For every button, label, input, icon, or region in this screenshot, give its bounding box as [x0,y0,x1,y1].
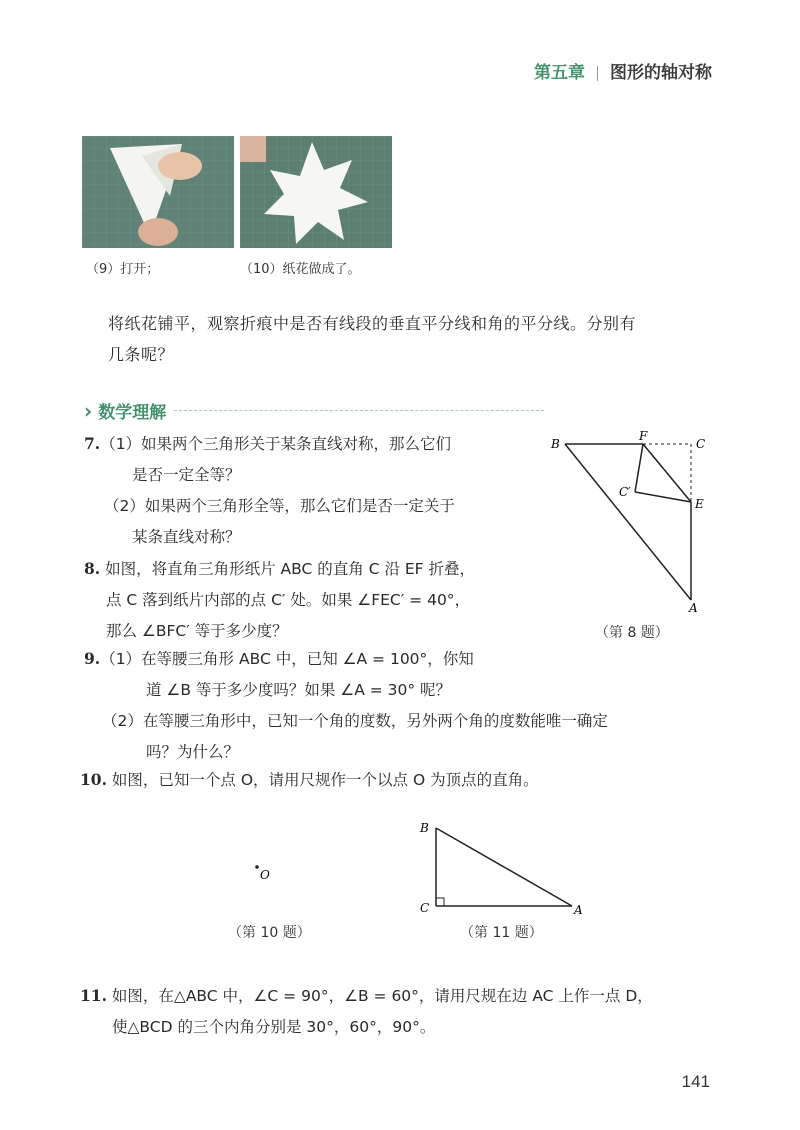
photo-caption-10: （10）纸花做成了。 [240,262,361,277]
photo-step-9 [82,136,234,248]
label-C: C [420,901,430,915]
q7-part1-line2: 是否一定全等？ [132,466,241,484]
question-number: 7. [84,434,101,453]
question-number: 10. [80,770,107,789]
intro-paragraph [108,308,728,370]
question-10 [80,764,539,796]
q11-line-2: 使△BCD 的三个内角分别是 30°，60°，90°。 [112,1018,436,1036]
photo-caption-9: （9）打开； [86,262,160,277]
label-Cp: C′ [619,485,631,499]
photo-step-10 [240,136,392,248]
q9-part1-line1: （1）在等腰三角形 ABC 中，已知 ∠A = 100°，你知 [100,650,474,668]
label-A: A [574,903,583,917]
edge-FE [643,444,691,502]
label-B: B [551,437,560,451]
figure-8-diagram [545,428,725,618]
q7-part1-line1: （1）如果两个三角形关于某条直线对称，那么它们 [100,435,452,453]
q7-part2-line1: （2）如果两个三角形全等，那么它们是否一定关于 [104,497,455,515]
question-number: 11. [80,986,107,1005]
intro-line-1: 将纸花铺平，观察折痕中是否有线段的垂直平分线和角的平分线。分别有 [108,314,637,333]
point-O-dot [255,865,259,869]
question-8 [84,553,475,647]
section-title: 数学理解 [98,403,167,423]
chapter-number: 第五章 [534,63,585,83]
question-9 [84,643,608,768]
right-angle-mark [436,898,444,906]
chevron-right-icon: › [84,398,93,423]
figure-11-diagram [412,818,592,918]
figure-8-caption: （第 8 题） [595,625,669,641]
question-number: 8. [84,559,101,578]
figure-11-caption: （第 11 题） [460,925,543,941]
q11-line-1: 如图，在△ABC 中，∠C = 90°，∠B = 60°，请用尺规在边 AC 上作一点 D， [111,987,653,1005]
header-divider [597,66,598,81]
edge-BA [436,828,572,906]
label-A: A [689,601,698,615]
edge-BA [565,444,691,600]
edge-CpE [635,492,691,502]
question-7 [84,428,455,553]
q7-part2-line2: 某条直线对称？ [132,528,241,546]
section-header [84,398,544,423]
question-number: 9. [84,649,101,668]
q10-text: 如图，已知一个点 O，请用尺规作一个以点 O 为顶点的直角。 [111,771,539,789]
q9-part1-line2: 道 ∠B 等于多少度吗？如果 ∠A = 30° 呢？ [146,681,452,699]
figure-10-caption: （第 10 题） [228,925,311,941]
q8-line-1: 如图，将直角三角形纸片 ABC 的直角 C 沿 EF 折叠， [105,560,476,578]
chapter-header [534,58,712,83]
label-E: E [695,497,704,511]
q8-line-2: 点 C 落到纸片内部的点 C′ 处。如果 ∠FEC′ = 40°， [106,591,471,609]
q9-part2-line1: （2）在等腰三角形中，已知一个角的度数，另外两个角的度数能唯一确定 [102,712,608,730]
figure-10-point [250,862,280,886]
q8-line-3: 那么 ∠BFC′ 等于多少度？ [106,622,288,640]
label-C: C [696,437,706,451]
label-O: O [260,868,270,882]
intro-line-2: 几条呢？ [108,345,175,364]
label-F: F [639,429,648,443]
section-rule [174,410,544,411]
q9-part2-line2: 吗？为什么？ [146,743,240,761]
question-11 [80,980,653,1043]
label-B: B [420,821,429,835]
edge-FCp [635,444,643,492]
chapter-title: 图形的轴对称 [610,63,712,83]
page-number: 141 [681,1072,710,1091]
